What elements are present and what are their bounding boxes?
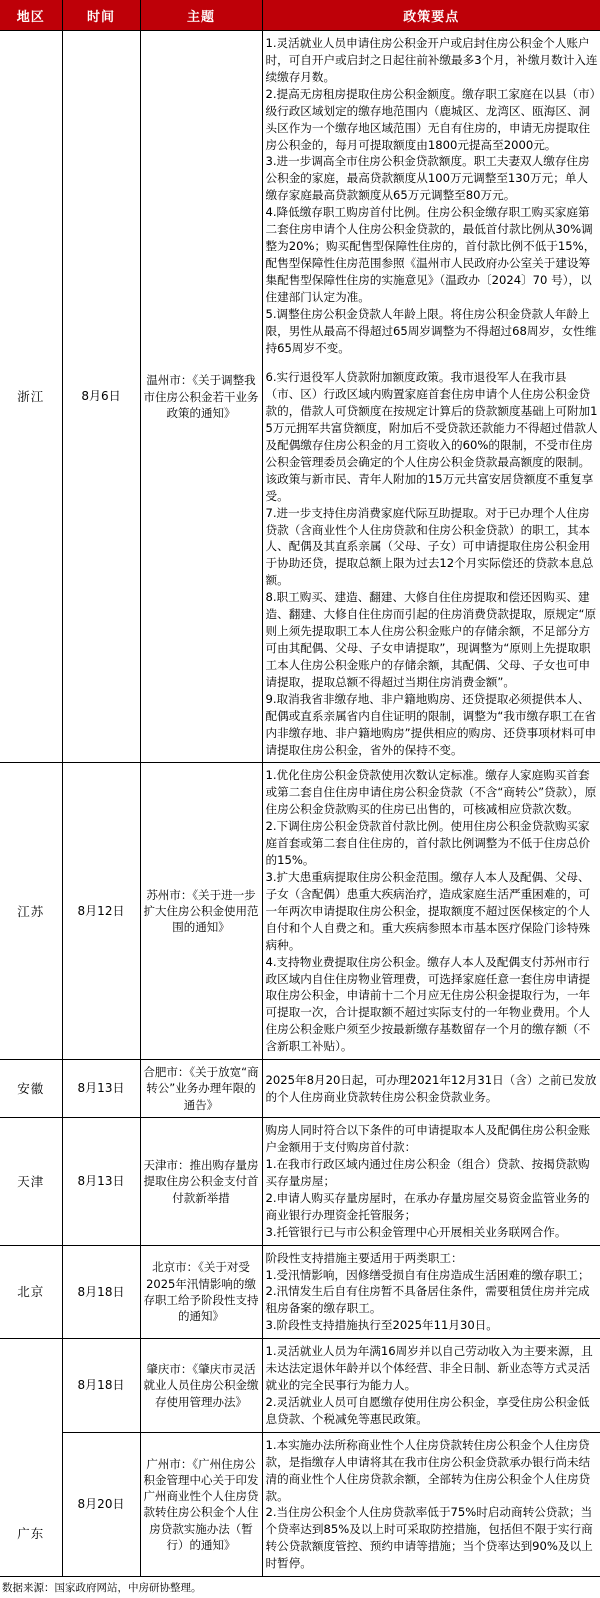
cell-region: 北京	[0, 1245, 62, 1339]
policy-point: 2.汛情发生后自有住房暂不具备居住条件，需要租赁住房并完成租房备案的缴存职工。	[265, 1284, 590, 1316]
cell-region: 浙江	[0, 31, 62, 763]
cell-topic: 北京市：《关于对受2025年汛情影响的缴存职工给予阶段性支持的通知》	[140, 1245, 262, 1339]
cell-topic: 合肥市：《关于放宽“商转公”业务办理年限的通告》	[140, 1060, 262, 1118]
cell-date: 8月13日	[62, 1118, 140, 1245]
policy-point: 购房人同时符合以下条件的可申请提取本人及配偶住房公积金账户金额用于支付购房首付款：	[265, 1123, 591, 1155]
policy-point: 9.取消我省非缴存地、非户籍地购房、还贷提取必须提供本人、配偶或直系亲属省内自住证明的限制，调整为“我市缴存职工在省内非缴存地、非户籍地购房”提供相应的购房、还贷事项材料可申请提取住房公积金，省外的保持不变。	[265, 691, 597, 757]
policy-point: 3.进一步调高全市住房公积金贷款额度。职工夫妻双人缴存住房公积金的家庭，最高贷款额度从100万元调整至130万元；单人缴存家庭最高贷款额度从65万元调整至80万元。	[265, 154, 590, 203]
cell-topic: 广州市：《广州住房公积金管理中心关于印发广州商业性个人住房贷款转住房公积金个人住房贷款实施办法（暂行）的通知》	[140, 1432, 262, 1576]
cell-date: 8月20日	[62, 1432, 140, 1576]
cell-policy-points	[262, 1339, 600, 1433]
policy-point: 2.提高无房租房提取住房公积金额度。缴存职工家庭在以县（市）级行政区域划定的缴存地范围内（鹿城区、龙湾区、瓯海区、洞头区作为一个缴存地区域范围）无自有住房的，申请无房提取住房公积金的，每月可提取额度由1800元提高至2000元。	[265, 86, 596, 152]
policy-point: 3.托管银行已与市公积金管理中心开展相关业务联网合作。	[265, 1224, 567, 1239]
policy-point: 4.支持物业费提取住房公积金。缴存人本人及配偶支付苏州市行政区域内自住住房物业管理费，可选择家庭任意一套住房申请提取住房公积金，申请前十二个月应无住房公积金提取行为，一年可提取一次，合计提取额不超过实际支付的一年物业费用。个人住房公积金账户须至少按最新缴存基数留存一个月的缴存额（不含新职工补贴）。	[265, 954, 591, 1054]
cell-date: 8月18日	[62, 1245, 140, 1339]
policy-point: 3.扩大患重病提取住房公积金范围。缴存人本人及配偶、父母、子女（含配偶）患重大疾病治疗，造成家庭生活严重困难的，可一年两次申请提取住房公积金，提取额度不超过医保核定的个人自付和个人自费之和。重大疾病参照本市基本医疗保险门诊特殊病种。	[265, 870, 591, 952]
cell-policy-points	[262, 1245, 600, 1339]
policy-point: 2025年8月20日起，可办理2021年12月31日（含）之前已发放的个人住房商业贷款转住房公积金贷款业务。	[265, 1072, 597, 1104]
policy-point: 7.进一步支持住房消费家庭代际互助提取。对于已办理个人住房贷款（含商业性个人住房贷款和住房公积金贷款）的职工，其本人、配偶及其直系亲属（父母、子女）可申请提取住房公积金用于协助还贷，提取总额上限为过去12个月实际偿还的贷款本息总额。	[265, 505, 594, 588]
policy-point: 1.本实施办法所称商业性个人住房贷款转住房公积金个人住房贷款，是指缴存人申请将其在我市住房公积金贷款承办银行尚未结清的商业性个人住房贷款余额，全部转为住房公积金个人住房贷款。	[265, 1437, 591, 1503]
column-header-region: 地区	[0, 0, 62, 31]
cell-region: 江苏	[0, 763, 62, 1060]
cell-date: 8月12日	[62, 763, 140, 1060]
table-body	[0, 31, 600, 1577]
policy-point: 阶段性支持措施主要适用于两类职工：	[265, 1250, 463, 1265]
policy-point: 1.优化住房公积金贷款使用次数认定标准。缴存人家庭购买首套或第二套自住住房申请住房公积金贷款（不含“商转公”贷款），原住房公积金贷款购买的住房已出售的，可核减相应贷款次数。	[265, 768, 597, 817]
cell-policy-points	[262, 1118, 600, 1245]
policy-point: 2.当住房公积金个人住房贷款率低于75%时启动商转公贷款；当个贷率达到85%及以上时可采取防控措施，包括但不限于实行商转公贷款额度管控、预约申请等措施；当个贷率达到90%及以上时暂停。	[265, 1505, 593, 1571]
cell-topic: 天津市：推出购存量房提取住房公积金支付首付款新举措	[140, 1118, 262, 1245]
policy-point: 2.下调住房公积金贷款首付款比例。使用住房公积金贷款购买家庭首套或第二套自住住房的，首付款比例调整为不低于住房总价的15%。	[265, 819, 591, 868]
cell-date: 8月6日	[62, 31, 140, 763]
policy-point: 6.实行退役军人贷款附加额度政策。我市退役军人在我市县（市、区）行政区域内购置家庭首套住房申请个人住房公积金贷款的，借款人可贷额度在按规定计算后的贷款额度基础上可附加15万元拥军共富贷额度，附加后不受贷款还款能力不得超过借款人及配偶缴存住房公积金的月工资收入的60%的限制，不受市住房公积金管理委员会确定的个人住房公积金贷款最高额度的限制。该政策与新市民、青年人附加的15万元共富安居贷额度不重复享受。	[265, 370, 598, 503]
column-header-topic: 主题	[140, 0, 262, 31]
cell-topic: 苏州市：《关于进一步扩大住房公积金使用范围的通知》	[140, 763, 262, 1060]
header-row	[0, 0, 600, 31]
cell-policy-points	[262, 1432, 600, 1576]
cell-region: 安徽	[0, 1060, 62, 1118]
table-row	[0, 1118, 600, 1245]
policy-point: 2.申请人购买存量房屋时，在承办存量房屋交易资金监管业务的商业银行办理资金托管服务；	[265, 1190, 590, 1222]
cell-policy-points	[262, 763, 600, 1060]
column-header-date: 时间	[62, 0, 140, 31]
cell-region: 广东	[0, 1339, 62, 1577]
table-row	[0, 763, 600, 1060]
table-row	[0, 31, 600, 763]
cell-region: 天津	[0, 1118, 62, 1245]
policy-point: 1.灵活就业人员申请住房公积金开户或启封住房公积金个人账户时，可自开户或启封之日起往前补缴最多3个月，补缴月数计入连续缴存月数。	[265, 36, 598, 84]
policy-point: 1.受汛情影响，因修缮受损自有住房造成生活困难的缴存职工；	[265, 1267, 590, 1282]
cell-topic: 温州市：《关于调整我市住房公积金若干业务政策的通知》	[140, 31, 262, 763]
policy-point: 8.职工购买、建造、翻建、大修自住住房提取和偿还因购买、建造、翻建、大修自住住房而引起的住房消费贷款提取，原规定“原则上须先提取职工本人住房公积金账户的存储余额，不足部分方可由其配偶、父母、子女申请提取”，现调整为“原则上先提取职工本人住房公积金账户的存储余额，其配偶、父母、子女也可申请提取，提取总额不得超过当期住房消费金额”。	[265, 590, 597, 689]
cell-date: 8月18日	[62, 1339, 140, 1433]
policy-point: 1.灵活就业人员为年满16周岁并以自己劳动收入为主要来源，且未达法定退休年龄并以个体经营、非全日制、新业态等方式灵活就业的完全民事行为能力人。	[265, 1344, 593, 1393]
policy-point: 2.灵活就业人员可自愿缴存使用住房公积金，享受住房公积金低息贷款、个税减免等惠民政策。	[265, 1394, 590, 1426]
table-header	[0, 0, 600, 31]
cell-date: 8月13日	[62, 1060, 140, 1118]
policy-point: 5.调整住房公积金贷款人年龄上限。将住房公积金贷款人年龄上限，男性从最高不得超过65周岁调整为不得超过68周岁，女性维持65周岁不变。	[265, 306, 597, 355]
cell-topic: 肇庆市：《肇庆市灵活就业人员住房公积金缴存使用管理办法》	[140, 1339, 262, 1433]
source-note: 数据来源：国家政府网站，中房研协整理。	[2, 1582, 202, 1595]
cell-policy-points	[262, 31, 600, 763]
cell-policy-points	[262, 1060, 600, 1118]
policy-point: 3.阶段性支持措施执行至2025年11月30日。	[265, 1318, 498, 1333]
table-row	[0, 1245, 600, 1339]
policy-point: 1.在我市行政区域内通过住房公积金（组合）贷款、按揭贷款购买存量房屋；	[265, 1156, 590, 1188]
table-row	[0, 1432, 600, 1576]
column-header-points: 政策要点	[262, 0, 600, 31]
policy-point: 4.降低缴存职工购房首付比例。住房公积金缴存职工购买家庭第二套住房申请个人住房公积金贷款的，最低首付款比例从30%调整为20%；购买配售型保障性住房的，首付款比例不低于15%，配售型保障性住房范围参照《温州市人民政府办公室关于建设筹集配售型保障性住房的实施意见》（温政办〔2024〕70 号），以住建部门认定为准。	[265, 205, 596, 304]
table-row	[0, 1060, 600, 1118]
table-row	[0, 1339, 600, 1433]
